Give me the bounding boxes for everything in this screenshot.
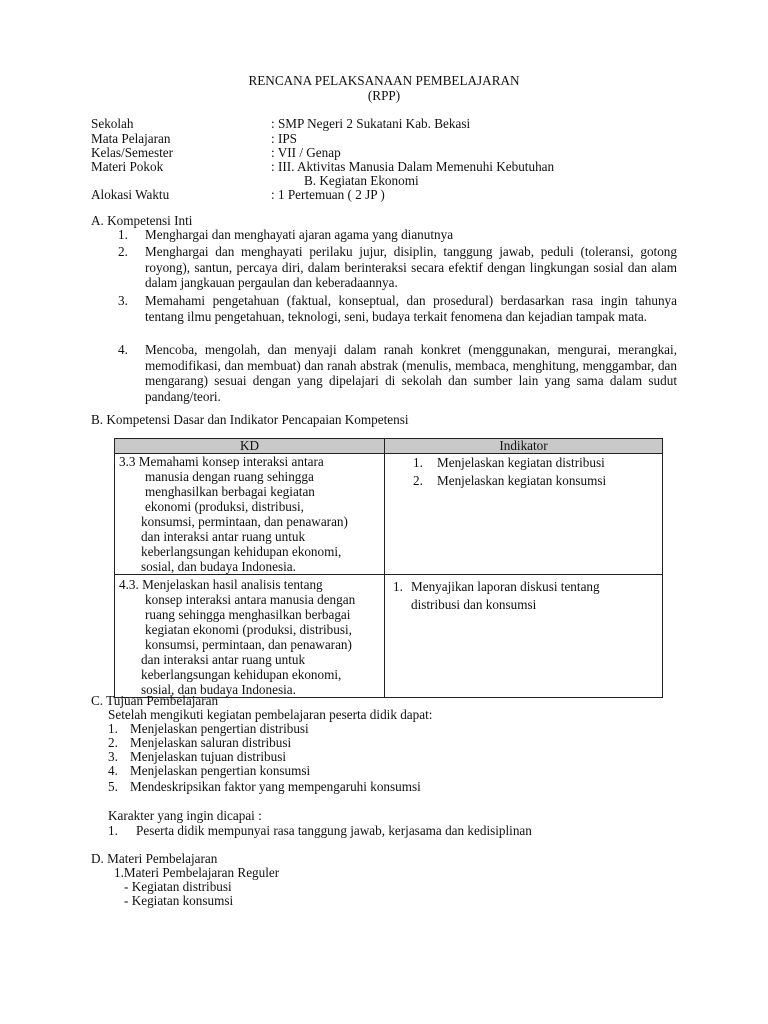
ki-number: 4. — [118, 342, 128, 357]
identity-label-kelas: Kelas/Semester — [91, 145, 174, 160]
table-header-kd: KD — [115, 439, 385, 454]
kd-cell — [115, 575, 385, 698]
indikator-item — [413, 473, 662, 488]
kd-indikator-table — [114, 438, 663, 698]
identity-value-materi-sub: B. Kegiatan Ekonomi — [304, 173, 419, 188]
identity-value-kelas: : VII / Genap — [271, 145, 341, 160]
karakter-item: Peserta didik mempunyai rasa tanggung jawab, kerjasama dan kedisiplinan — [136, 823, 532, 838]
ki-number: 2. — [118, 244, 128, 259]
kd-line: dan interaksi antar ruang untuk — [141, 529, 306, 544]
tujuan-number: 3. — [108, 749, 118, 764]
table-header-row — [115, 439, 663, 454]
kd-line: ruang sehingga menghasilkan berbagai — [145, 607, 351, 622]
kd-line: 3.3 Memahami konsep interaksi antara — [119, 454, 324, 469]
kd-line: manusia dengan ruang sehingga — [145, 469, 314, 484]
indikator-number: 2. — [413, 473, 423, 488]
materi-item: - Kegiatan distribusi — [124, 879, 232, 894]
table-header-indikator: Indikator — [385, 439, 663, 454]
kd-line: sosial, dan budaya Indonesia. — [141, 682, 296, 697]
section-d-heading: D. Materi Pembelajaran — [91, 851, 218, 866]
ki-number: 3. — [118, 293, 128, 308]
section-a-heading: A. Kompetensi Inti — [91, 213, 193, 228]
tujuan-number: 2. — [108, 735, 118, 750]
tujuan-number: 4. — [108, 763, 118, 778]
tujuan-item: Menjelaskan pengertian distribusi — [130, 721, 309, 736]
identity-label-mapel: Mata Pelajaran — [91, 131, 171, 146]
tujuan-item: Menjelaskan tujuan distribusi — [130, 749, 287, 764]
section-d-subheading: 1.Materi Pembelajaran Reguler — [114, 865, 280, 880]
kd-line: konsumsi, permintaan, dan penawaran) — [145, 637, 352, 652]
document-title: RENCANA PELAKSANAAN PEMBELAJARAN — [248, 73, 520, 88]
tujuan-number: 1. — [108, 721, 118, 736]
identity-label-materi: Materi Pokok — [91, 159, 164, 174]
materi-item: - Kegiatan konsumsi — [124, 893, 234, 908]
kd-line: sosial, dan budaya Indonesia. — [141, 559, 296, 574]
ki-item-1: Menghargai dan menghayati ajaran agama yang dianutnya — [145, 227, 454, 242]
indikator-item — [393, 578, 662, 614]
kd-line: menghasilkan berbagai kegiatan — [145, 484, 315, 499]
kd-line: 4.3. Menjelaskan hasil analisis tentang — [119, 577, 323, 592]
table-row — [115, 575, 663, 698]
document-subtitle: (RPP) — [367, 88, 401, 103]
indikator-text: Menyajikan laporan diskusi tentang — [411, 579, 600, 594]
ki-number: 1. — [118, 227, 128, 242]
section-c-heading: C. Tujuan Pembelajaran — [91, 693, 219, 708]
tujuan-number: 5. — [108, 779, 118, 794]
tujuan-item: Menjelaskan saluran distribusi — [130, 735, 292, 750]
identity-value-alokasi: : 1 Pertemuan ( 2 JP ) — [271, 187, 385, 202]
indikator-text: Menjelaskan kegiatan distribusi — [437, 455, 605, 470]
section-c-intro: Setelah mengikuti kegiatan pembelajaran peserta didik dapat: — [108, 707, 433, 722]
indikator-cell — [385, 454, 663, 575]
karakter-number: 1. — [108, 823, 118, 838]
karakter-heading: Karakter yang ingin dicapai : — [108, 808, 262, 823]
kd-line: dan interaksi antar ruang untuk — [141, 652, 306, 667]
indikator-text: Menjelaskan kegiatan konsumsi — [437, 473, 607, 488]
identity-value-sekolah: : SMP Negeri 2 Sukatani Kab. Bekasi — [271, 116, 471, 131]
identity-label-alokasi: Alokasi Waktu — [91, 187, 170, 202]
tujuan-item: Mendeskripsikan faktor yang mempengaruhi konsumsi — [130, 779, 421, 794]
ki-item-4: Mencoba, mengolah, dan menyaji dalam ranah konkret (menggunakan, mengurai, merangkai, memodifikasi, dan membuat) dan ranah abstrak (menulis, membaca, menghitung, menggambar, dan mengarang) sesuai dengan yang dipelajari di sekolah dan sumber lain yang sama dalam sudut pandang/teori. — [145, 342, 677, 404]
kd-line: keberlangsungan kehidupan ekonomi, — [141, 667, 342, 682]
kd-line: konsep interaksi antara manusia dengan — [145, 592, 356, 607]
identity-value-mapel: : IPS — [271, 131, 298, 146]
indikator-cell — [385, 575, 663, 698]
kd-line: kegiatan ekonomi (produksi, distribusi, — [145, 622, 352, 637]
ki-item-3: Memahami pengetahuan (faktual, konseptual, dan prosedural) berdasarkan rasa ingin tahunya tentang ilmu pengetahuan, teknologi, seni, budaya terkait fenomena dan kejadian tampak mata. — [145, 293, 677, 324]
section-b-heading: B. Kompetensi Dasar dan Indikator Pencapaian Kompetensi — [91, 412, 409, 427]
kd-line: konsumsi, permintaan, dan penawaran) — [141, 514, 348, 529]
indikator-text: distribusi dan konsumsi — [411, 597, 537, 612]
ki-item-2: Menghargai dan menghayati perilaku jujur, disiplin, tanggung jawab, peduli (toleransi, gotong royong), santun, percaya diri, dalam berinteraksi secara efektif dengan lingkungan sosial dan alam dalam jangkauan pergaulan dan keberadaannya. — [145, 244, 677, 290]
kd-line: keberlangsungan kehidupan ekonomi, — [141, 544, 342, 559]
tujuan-item: Menjelaskan pengertian konsumsi — [130, 763, 311, 778]
indikator-item — [413, 455, 662, 470]
identity-label-sekolah: Sekolah — [91, 116, 134, 131]
indikator-number: 1. — [413, 455, 423, 470]
kd-cell — [115, 454, 385, 575]
identity-value-materi: : III. Aktivitas Manusia Dalam Memenuhi Kebutuhan — [271, 159, 555, 174]
kd-line: ekonomi (produksi, distribusi, — [145, 499, 304, 514]
indikator-number: 1. — [393, 579, 403, 594]
table-row — [115, 454, 663, 575]
